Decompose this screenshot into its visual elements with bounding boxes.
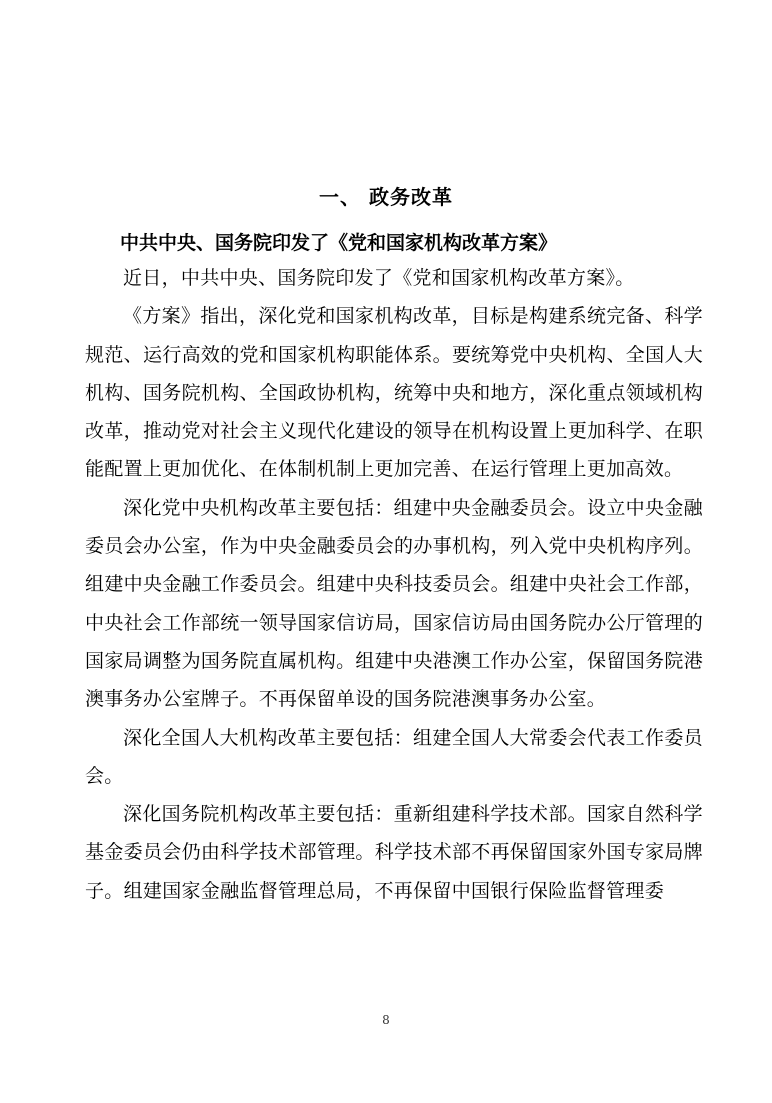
article-body: [85, 259, 703, 910]
paragraph: 深化全国人大机构改革主要包括：组建全国人大常委会代表工作委员会。: [85, 726, 703, 787]
paragraph: 近日，中共中央、国务院印发了《党和国家机构改革方案》。: [123, 267, 635, 289]
paragraph: 深化国务院机构改革主要包括：重新组建科学技术部。国家自然科学基金委员会仍由科学技术部管理。科学技术部不再保留国家外国专家局牌子。组建国家金融监督管理总局，不再保留中国银行保险监督管理委: [85, 803, 703, 902]
article-title: 中共中央、国务院印发了《党和国家机构改革方案》: [120, 232, 558, 254]
page-number: 8: [382, 1013, 390, 1027]
paragraph: 深化党中央机构改革主要包括：组建中央金融委员会。设立中央金融委员会办公室，作为中央金融委员会的办事机构，列入党中央机构序列。组建中央金融工作委员会。组建中央科技委员会。组建中央社会工作部，中央社会工作部统一领导国家信访局，国家信访局由国务院办公厅管理的国家局调整为国务院直属机构。组建中央港澳工作办公室，保留国务院港澳事务办公室牌子。不再保留单设的国务院港澳事务办公室。: [85, 496, 703, 711]
section-title: 一、 政务改革: [319, 185, 453, 209]
paragraph: 《方案》指出，深化党和国家机构改革，目标是构建系统完备、科学规范、运行高效的党和国家机构职能体系。要统筹党中央机构、全国人大机构、国务院机构、全国政协机构，统筹中央和地方，深化重点领域机构改革，推动党对社会主义现代化建设的领导在机构设置上更加科学、在职能配置上更加优化、在体制机制上更加完善、在运行管理上更加高效。: [85, 305, 703, 481]
